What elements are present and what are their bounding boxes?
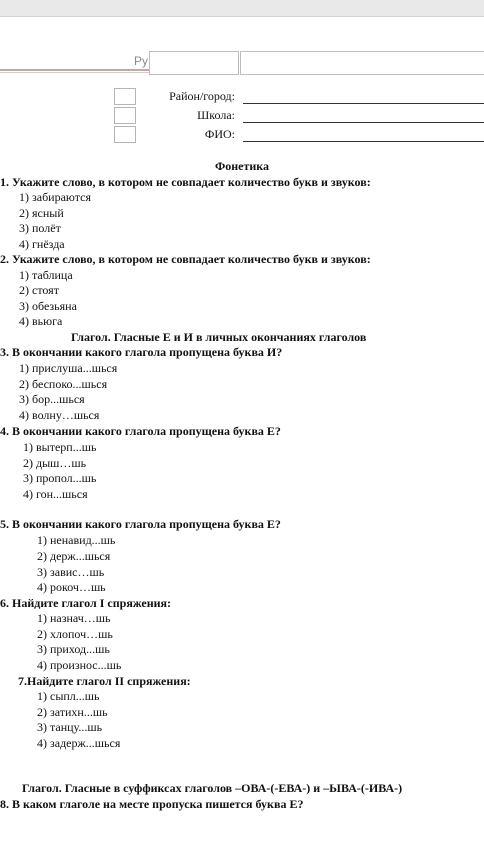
- q6-option-1: 1) назнач…шь: [37, 611, 111, 625]
- q4-option-4: 4) гон...шься: [23, 487, 88, 501]
- q7-option-3: 3) танцу...шь: [37, 720, 103, 734]
- district-field[interactable]: [243, 103, 484, 104]
- window-top-bar: [0, 0, 484, 17]
- question-3: 3. В окончании какого глагола пропущена буква И?: [0, 345, 283, 359]
- q2-option-2: 2) стоят: [19, 283, 59, 297]
- q1-option-3: 3) полёт: [19, 221, 61, 235]
- question-4: 4. В окончании какого глагола пропущена буква Е?: [0, 424, 281, 438]
- section-title-verbs: Глагол. Гласные Е и И в личных окончаниях глаголов: [71, 330, 367, 344]
- code-box-2[interactable]: [114, 107, 136, 124]
- q6-option-3: 3) приход...шь: [37, 642, 110, 656]
- q6-option-4: 4) произнос...шь: [37, 658, 122, 672]
- header-cell[interactable]: [149, 51, 239, 75]
- question-7: 7.Найдите глагол II спряжения:: [18, 674, 191, 688]
- code-box-3[interactable]: [114, 126, 136, 143]
- q5-option-4: 4) рокоч…шь: [37, 580, 106, 594]
- document-header-strip: [0, 50, 484, 76]
- name-label: ФИО:: [204, 127, 235, 141]
- district-label: Район/город:: [169, 89, 235, 103]
- header-cell-wide[interactable]: [240, 51, 484, 75]
- name-field[interactable]: [243, 141, 484, 142]
- q2-option-3: 3) обезьяна: [19, 299, 77, 313]
- section-title-phonetics: Фонетика: [214, 159, 270, 173]
- q3-option-4: 4) волну…шься: [19, 408, 100, 422]
- code-box-1[interactable]: [114, 88, 136, 105]
- question-5: 5. В окончании какого глагола пропущена буква Е?: [0, 517, 281, 531]
- q7-option-4: 4) задерж...шься: [37, 736, 121, 750]
- q5-option-3: 3) завис…шь: [37, 565, 105, 579]
- question-1: 1. Укажите слово, в котором не совпадает количество букв и звуков:: [0, 175, 371, 189]
- header-fragment-text: Ру: [134, 54, 149, 68]
- q1-option-1: 1) забираются: [19, 190, 91, 204]
- header-rule: [0, 69, 150, 71]
- question-2: 2. Укажите слово, в котором не совпадает количество букв и звуков:: [0, 252, 371, 266]
- q1-option-2: 2) ясный: [19, 206, 64, 220]
- q5-option-2: 2) держ...шься: [37, 549, 111, 563]
- q4-option-3: 3) пропол...шь: [23, 471, 97, 485]
- q7-option-2: 2) затихн...шь: [37, 705, 108, 719]
- question-8: 8. В каком глаголе на месте пропуска пишется буква Е?: [0, 797, 304, 811]
- q2-option-1: 1) таблица: [19, 268, 73, 282]
- q6-option-2: 2) хлопоч…шь: [37, 627, 113, 641]
- school-label: Школа:: [197, 108, 235, 122]
- q3-option-3: 3) бор...шься: [19, 392, 85, 406]
- school-field[interactable]: [243, 122, 484, 123]
- q7-option-1: 1) сыпл...шь: [37, 689, 100, 703]
- q5-option-1: 1) ненавид...шь: [37, 533, 116, 547]
- q2-option-4: 4) вьюга: [19, 314, 63, 328]
- q1-option-4: 4) гнёзда: [19, 237, 65, 251]
- q3-option-2: 2) беспоко...шься: [19, 377, 108, 391]
- q4-option-1: 1) вытерп...шь: [23, 440, 97, 454]
- q4-option-2: 2) дыш…шь: [23, 456, 87, 470]
- q3-option-1: 1) прислуша...шься: [19, 361, 118, 375]
- header-rule-shadow: [0, 72, 150, 73]
- question-6: 6. Найдите глагол I спряжения:: [0, 596, 172, 610]
- section-title-suffixes: Глагол. Гласные в суффиксах глаголов –ОВА-(-ЕВА-) и –ЫВА-(-ИВА-): [22, 781, 403, 795]
